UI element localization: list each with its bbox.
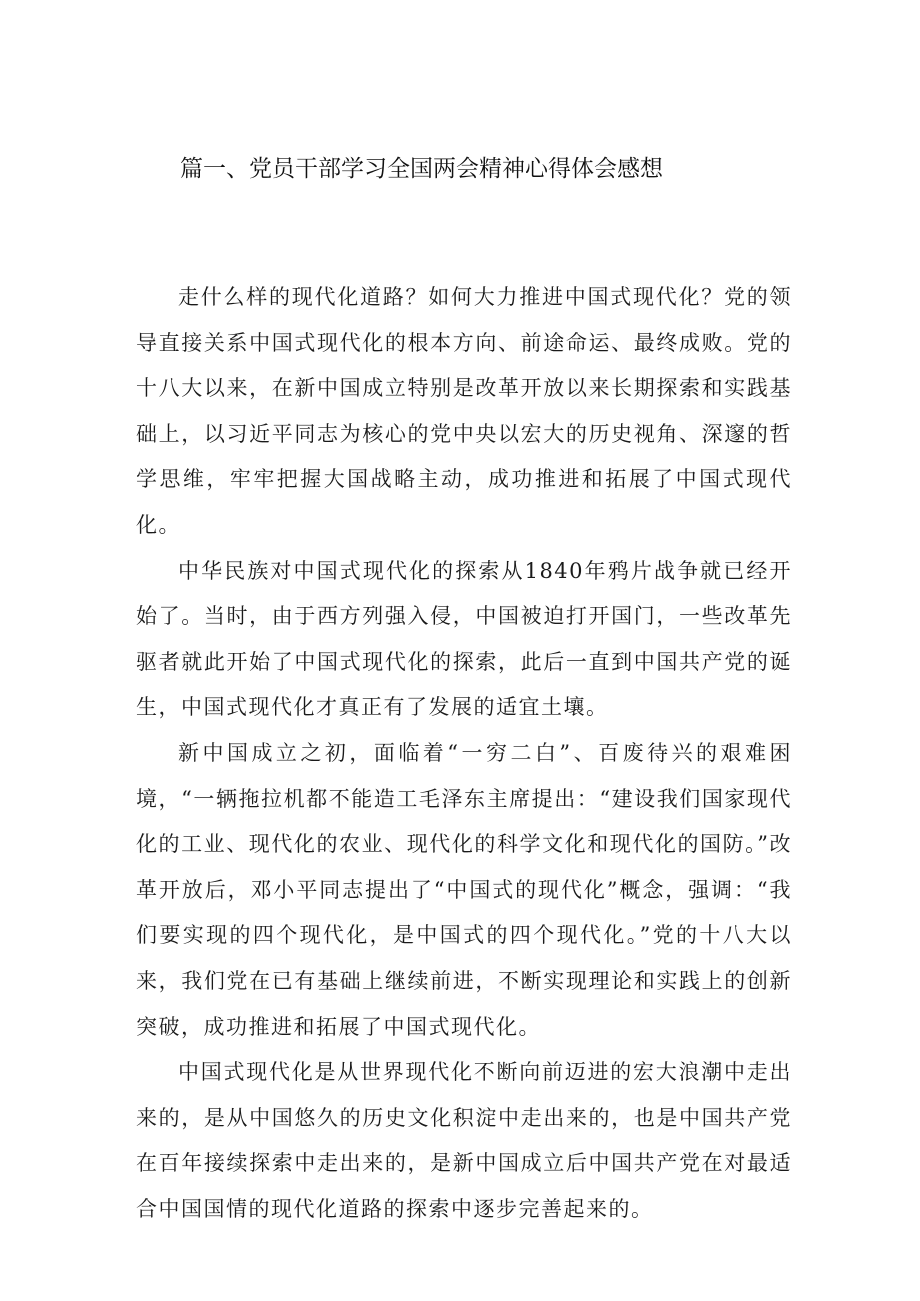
document-title: 篇一、党员干部学习全国两会精神心得体会感想 bbox=[180, 156, 663, 182]
document-body bbox=[136, 275, 792, 1232]
paragraph-2: 中华民族对中国式现代化的探索从1840年鸦片战争就已经开始了。当时，由于西方列强入侵，中国被迫打开国门，一些改革先驱者就此开始了中国式现代化的探索，此后一直到中国共产党的诞生，中国式现代化才真正有了发展的适宜土壤。 bbox=[136, 558, 792, 720]
paragraph-1: 走什么样的现代化道路？如何大力推进中国式现代化？党的领导直接关系中国式现代化的根本方向、前途命运、最终成败。党的十八大以来，在新中国成立特别是改革开放以来长期探索和实践基础上，以习近平同志为核心的党中央以宏大的历史视角、深邃的哲学思维，牢牢把握大国战略主动，成功推进和拓展了中国式现代化。 bbox=[136, 285, 792, 537]
paragraph-3: 新中国成立之初，面临着“一穷二白”、百废待兴的艰难困境，“一辆拖拉机都不能造工毛泽东主席提出：“建设我们国家现代化的工业、现代化的农业、现代化的科学文化和现代化的国防。”改革开放后，邓小平同志提出了“中国式的现代化”概念，强调：“我们要实现的四个现代化，是中国式的四个现代化。”党的十八大以来，我们党在已有基础上继续前进，不断实现理论和实践上的创新突破，成功推进和拓展了中国式现代化。 bbox=[136, 740, 792, 1039]
paragraph-4: 中国式现代化是从世界现代化不断向前迈进的宏大浪潮中走出来的，是从中国悠久的历史文化积淀中走出来的，也是中国共产党在百年接续探索中走出来的，是新中国成立后中国共产党在对最适合中国国情的现代化道路的探索中逐步完善起来的。 bbox=[136, 1060, 792, 1221]
